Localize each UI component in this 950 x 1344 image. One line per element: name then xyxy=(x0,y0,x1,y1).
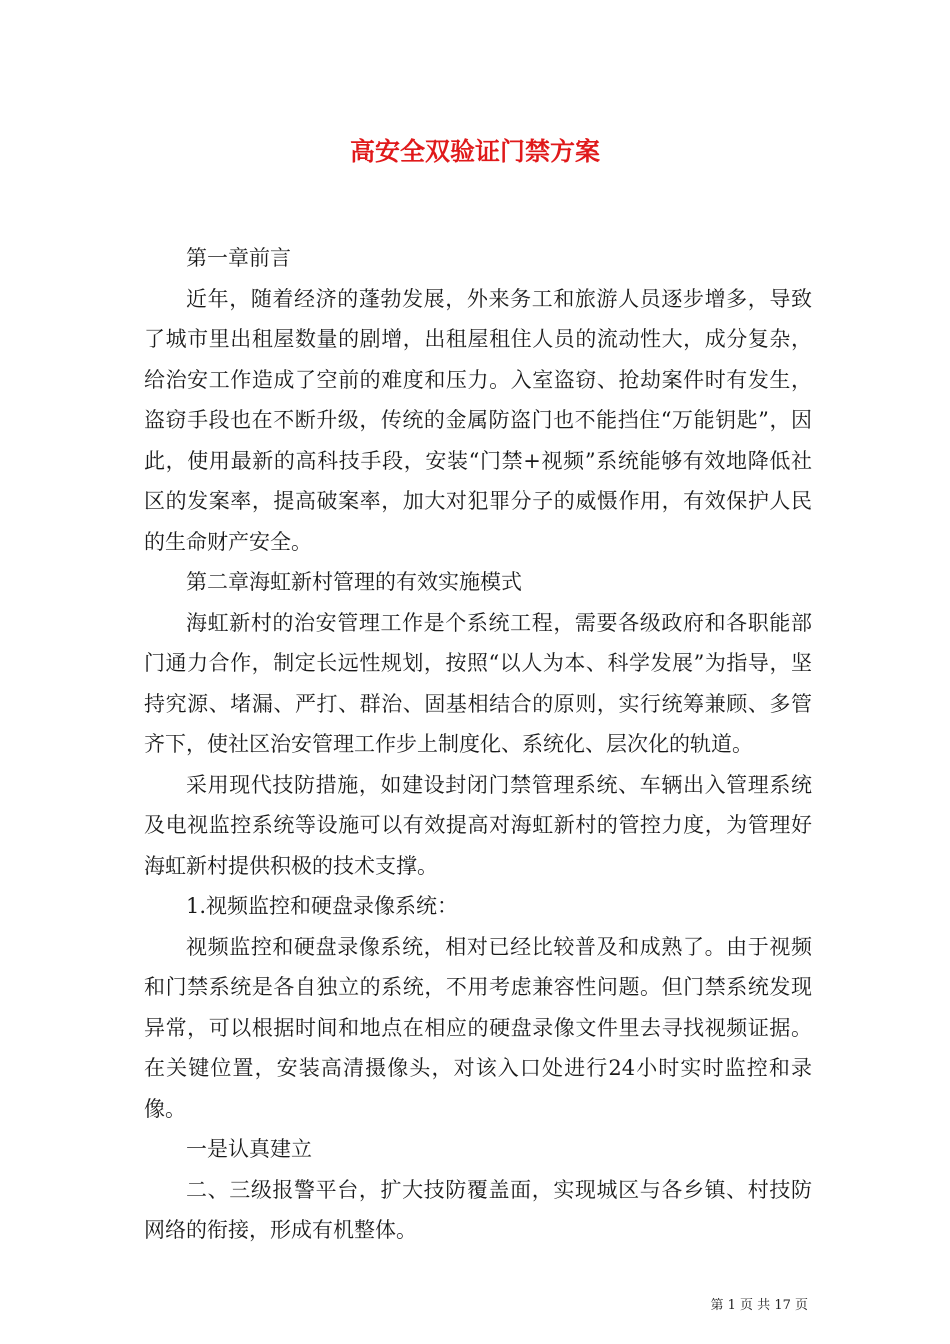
paragraph: 采用现代技防措施，如建设封闭门禁管理系统、车辆出入管理系统及电视监控系统等设施可以有效提高对海虹新村的管控力度，为管理好海虹新村提供积极的技术支撑。 xyxy=(144,772,812,878)
paragraph: 视频监控和硬盘录像系统，相对已经比较普及和成熟了。由于视频和门禁系统是各自独立的系统，不用考虑兼容性问题。但门禁系统发现异常，可以根据时间和地点在相应的硬盘录像文件里去寻找视频证据。在关键位置，安装高清摄像头，对该入口处进行24小时实时监控和录像。 xyxy=(144,934,812,1121)
paragraph: 二、三级报警平台，扩大技防覆盖面，实现城区与各乡镇、村技防网络的衔接，形成有机整体。 xyxy=(144,1177,812,1242)
document-body xyxy=(144,238,812,1251)
chapter-heading: 第二章海虹新村管理的有效实施模式 xyxy=(186,570,522,594)
document-title: 高安全双验证门禁方案 xyxy=(349,137,600,166)
paragraph: 海虹新村的治安管理工作是个系统工程，需要各级政府和各职能部门通力合作，制定长远性规划，按照“以人为本、科学发展”为指导，坚持究源、堵漏、严打、群治、固基相结合的原则，实行统筹兼顾、多管齐下，使社区治安管理工作步上制度化、系统化、层次化的轨道。 xyxy=(144,610,812,756)
chapter-heading: 第一章前言 xyxy=(186,246,291,270)
page-number-footer: 第 1 页 共 17 页 xyxy=(710,1298,808,1313)
paragraph: 近年，随着经济的蓬勃发展，外来务工和旅游人员逐步增多，导致了城市里出租屋数量的剧增，出租屋租住人员的流动性大，成分复杂，给治安工作造成了空前的难度和压力。入室盗窃、抢劫案件时有发生，盗窃手段也在不断升级，传统的金属防盗门也不能挡住“万能钥匙”，因此，使用最新的高科技手段，安装“门禁+视频”系统能够有效地降低社区的发案率，提高破案率，加大对犯罪分子的威慑作用，有效保护人民的生命财产安全。 xyxy=(144,286,812,554)
paragraph: 一是认真建立 xyxy=(186,1137,312,1161)
section-heading: 1.视频监控和硬盘录像系统： xyxy=(186,894,459,918)
